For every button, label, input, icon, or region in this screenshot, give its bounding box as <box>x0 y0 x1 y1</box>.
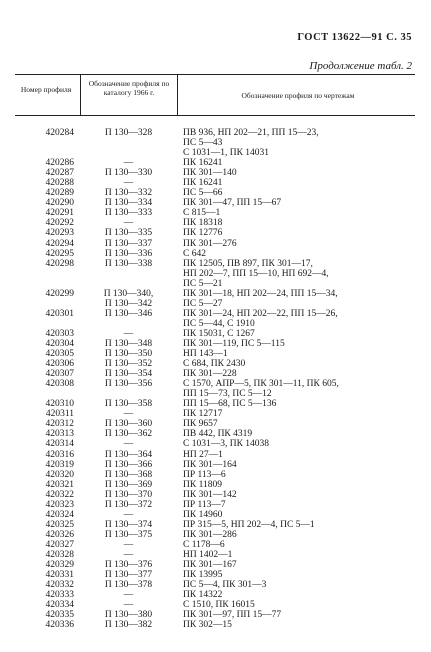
drawing-designation-line: ПК 301—18, НП 202—24, ПП 15—34, <box>183 288 338 299</box>
drawing-designation-line: ПК 12505, ПВ 897, ПК 301—17, <box>183 258 313 269</box>
profile-number-cell: 420335 <box>45 610 74 621</box>
profile-number-cell: 420291 <box>45 208 74 219</box>
table-row <box>0 490 431 500</box>
drawing-designation-cell <box>183 198 423 208</box>
table-row <box>0 228 431 238</box>
drawing-designation-line: ПВ 936, НП 202—21, ПП 15—23, <box>183 128 319 138</box>
drawing-designation-cell <box>183 470 423 480</box>
drawing-designation-line: С 1178—6 <box>183 539 225 550</box>
column-divider-1 <box>80 74 81 115</box>
drawing-designation-line: С 1570, АПР—5, ПК 301—11, ПК 605, <box>183 379 339 390</box>
drawing-designation-line: НП 143—1 <box>183 349 228 360</box>
drawing-designation-cell <box>183 500 423 510</box>
profile-number-cell: 420331 <box>45 570 74 581</box>
drawing-designation-cell <box>183 168 423 178</box>
drawing-designation-cell <box>183 128 423 148</box>
table-row <box>0 369 431 379</box>
profile-number-cell: 420287 <box>45 168 74 179</box>
catalog-designation-cell: — <box>123 549 134 560</box>
profile-number-cell: 420284 <box>45 128 74 138</box>
table-top-border <box>15 74 415 75</box>
profile-number-cell: 420316 <box>45 449 74 460</box>
table-row <box>0 249 431 259</box>
column-header-drawing-designation: Обозначение профиля по чертежам <box>241 91 355 100</box>
profile-number-cell: 420311 <box>45 409 74 420</box>
table-row <box>0 439 431 449</box>
profile-number-cell: 420304 <box>45 338 74 349</box>
drawing-designation-line: ПК 11809 <box>183 479 222 490</box>
catalog-designation-cell: П 130—356 <box>104 379 153 390</box>
table-row <box>0 610 431 620</box>
drawing-designation-line: ПК 9657 <box>183 419 218 430</box>
table-row <box>0 289 431 299</box>
catalog-designation-cell: П 130—338 <box>104 258 153 269</box>
table-continuation-label: Продолжение табл. 2 <box>309 60 412 72</box>
table-row <box>0 550 431 560</box>
drawing-designation-cell <box>183 218 423 228</box>
catalog-designation-cell: — <box>123 539 134 550</box>
table-row <box>0 450 431 460</box>
drawing-designation-line: ПС 5—43 <box>183 138 223 149</box>
table-row <box>0 540 431 550</box>
table-row <box>0 158 431 168</box>
profile-number-cell: 420308 <box>45 379 74 390</box>
profile-number-cell: 420293 <box>45 228 74 239</box>
drawing-designation-cell <box>183 570 423 580</box>
drawing-designation-line: ПК 16241 <box>183 158 223 169</box>
drawing-designation-cell <box>183 309 423 329</box>
profile-number-cell: 420322 <box>45 489 74 500</box>
table-row <box>0 339 431 349</box>
catalog-designation-cell: П 130—360 <box>104 419 153 430</box>
drawing-designation-line: ПК 13995 <box>183 570 223 581</box>
catalog-designation-cell: П 130—366 <box>104 459 153 470</box>
profile-number-cell: 420312 <box>45 419 74 430</box>
drawing-designation-cell <box>183 600 423 610</box>
profile-number-cell: 420292 <box>45 218 74 229</box>
drawing-designation-line: ПК 301—140 <box>183 168 237 179</box>
drawing-designation-cell <box>183 249 423 259</box>
catalog-designation-cell: — <box>123 600 134 611</box>
drawing-designation-cell <box>183 490 423 500</box>
profile-number-cell: 420327 <box>45 539 74 550</box>
profile-number-cell: 420289 <box>45 188 74 199</box>
catalog-designation-cell: П 130—332 <box>104 188 153 199</box>
table-row <box>0 580 431 590</box>
drawing-designation-line: ПК 16241 <box>183 178 223 189</box>
profile-number-cell: 420313 <box>45 429 74 440</box>
catalog-designation-cell: П 130—368 <box>104 469 153 480</box>
catalog-designation-cell: П 130—362 <box>104 429 153 440</box>
drawing-designation-cell <box>183 339 423 349</box>
catalog-designation-cell: П 130—377 <box>104 570 153 581</box>
drawing-designation-line: ПК 18318 <box>183 218 223 229</box>
table-row <box>0 188 431 198</box>
profile-number-cell: 420320 <box>45 469 74 480</box>
drawing-designation-line: ПК 12776 <box>183 228 223 239</box>
catalog-designation-cell: П 130—354 <box>104 369 153 380</box>
drawing-designation-cell <box>183 299 423 309</box>
drawing-designation-line: ПК 301—164 <box>183 459 237 470</box>
drawing-designation-cell <box>183 289 423 299</box>
table-row <box>0 399 431 409</box>
drawing-designation-line: ПК 301—142 <box>183 489 237 500</box>
drawing-designation-cell <box>183 550 423 560</box>
table-row <box>0 309 431 329</box>
profile-number-cell: 420294 <box>45 238 74 249</box>
drawing-designation-line: С 684, ПК 2430 <box>183 359 246 370</box>
drawing-designation-cell <box>183 419 423 429</box>
profile-number-cell: 420288 <box>45 178 74 189</box>
drawing-designation-line: НП 1402—1 <box>183 549 233 560</box>
drawing-designation-line: ПК 301—24, НП 202—22, ПП 15—26, <box>183 308 338 319</box>
catalog-designation-cell: П 130—348 <box>104 338 153 349</box>
drawing-designation-line: С 815—1 <box>183 208 221 219</box>
table-row <box>0 349 431 359</box>
drawing-designation-line: С 642 <box>183 248 206 259</box>
drawing-designation-cell <box>183 460 423 470</box>
drawing-designation-line: ПК 12717 <box>183 409 223 420</box>
drawing-designation-cell <box>183 349 423 359</box>
profile-number-cell: 420299 <box>45 288 74 299</box>
catalog-designation-cell: П 130—374 <box>104 519 153 530</box>
table-row <box>0 510 431 520</box>
catalog-designation-cell: — <box>123 178 134 189</box>
profile-number-cell: 420332 <box>45 580 74 591</box>
catalog-designation-cell: П 130—346 <box>104 308 153 319</box>
drawing-designation-cell <box>183 620 423 630</box>
table-body <box>0 128 431 630</box>
table-row <box>0 299 431 309</box>
drawing-designation-line: ПР 113—6 <box>183 469 226 480</box>
profile-number-cell: 420286 <box>45 158 74 169</box>
drawing-designation-line: ПК 301—276 <box>183 238 237 249</box>
catalog-designation-cell: П 130—358 <box>104 399 153 410</box>
catalog-designation-cell: — <box>123 590 134 601</box>
drawing-designation-cell <box>183 530 423 540</box>
profile-number-cell: 420319 <box>45 459 74 470</box>
drawing-designation-cell <box>183 399 423 409</box>
drawing-designation-cell <box>183 369 423 379</box>
drawing-designation-line: НП 202—7, ПП 15—10, НП 692—4, <box>183 268 329 279</box>
profile-number-cell: 420305 <box>45 349 74 360</box>
drawing-designation-cell <box>183 560 423 570</box>
catalog-designation-cell: П 130—378 <box>104 580 153 591</box>
table-row <box>0 379 431 399</box>
drawing-designation-cell <box>183 610 423 620</box>
table-row <box>0 600 431 610</box>
table-row <box>0 590 431 600</box>
table-header-bottom-border <box>15 115 415 116</box>
catalog-designation-cell: — <box>123 158 134 169</box>
drawing-designation-line: ПС 5—27 <box>183 298 223 309</box>
drawing-designation-cell <box>183 510 423 520</box>
drawing-designation-cell <box>183 580 423 590</box>
drawing-designation-line: ПС 5—44, С 1910 <box>183 318 255 329</box>
drawing-designation-cell <box>183 379 423 399</box>
drawing-designation-cell <box>183 329 423 339</box>
drawing-designation-line: ПК 301—167 <box>183 560 237 571</box>
drawing-designation-line: ПК 15031, С 1267 <box>183 328 255 339</box>
drawing-designation-line: ПР 113—7 <box>183 499 226 510</box>
catalog-designation-cell: — <box>123 439 134 450</box>
table-row <box>0 329 431 339</box>
drawing-designation-line: ПК 14322 <box>183 590 223 601</box>
drawing-designation-line: ПВ 442, ПК 4319 <box>183 429 253 440</box>
drawing-designation-line: ПП 15—73, ПС 5—12 <box>183 389 272 400</box>
table-row <box>0 480 431 490</box>
drawing-designation-cell <box>183 450 423 460</box>
table-row <box>0 168 431 178</box>
drawing-designation-cell <box>183 158 423 168</box>
table-row <box>0 500 431 510</box>
drawing-designation-line: ПК 301—47, ПП 15—67 <box>183 198 282 209</box>
drawing-designation-cell <box>183 540 423 550</box>
catalog-designation-cell: П 130—382 <box>104 620 153 631</box>
drawing-designation-cell <box>183 208 423 218</box>
table-row <box>0 560 431 570</box>
profile-number-cell: 420329 <box>45 560 74 571</box>
catalog-designation-cell: П 130—333 <box>104 208 153 219</box>
page-header: ГОСТ 13622—91 С. 35 <box>297 32 412 43</box>
drawing-designation-line: С 1031—1, ПК 14031 <box>183 148 270 159</box>
table-row <box>0 520 431 530</box>
table-row <box>0 148 431 158</box>
catalog-designation-cell: — <box>123 218 134 229</box>
drawing-designation-line: ПК 301—286 <box>183 529 237 540</box>
table-row <box>0 570 431 580</box>
catalog-designation-cell: — <box>123 409 134 420</box>
table-row <box>0 470 431 480</box>
profile-number-cell: 420301 <box>45 308 74 319</box>
table-row <box>0 239 431 249</box>
drawing-designation-cell <box>183 439 423 449</box>
column-header-profile-number: Номер профиля <box>20 85 72 94</box>
table-row <box>0 429 431 439</box>
column-header-catalog-designation: Обозначение профиля по каталогу 1966 г. <box>88 79 170 97</box>
catalog-designation-cell: П 130—372 <box>104 499 153 510</box>
table-row <box>0 419 431 429</box>
drawing-designation-cell <box>183 148 423 158</box>
catalog-designation-cell: П 130—336 <box>104 248 153 259</box>
profile-number-cell: 420328 <box>45 549 74 560</box>
table-row <box>0 128 431 148</box>
profile-number-cell: 420307 <box>45 369 74 380</box>
catalog-designation-cell: П 130—376 <box>104 560 153 571</box>
drawing-designation-line: ПК 301—119, ПС 5—115 <box>183 338 285 349</box>
drawing-designation-line: ПС 5—66 <box>183 188 223 199</box>
drawing-designation-line: НП 27—1 <box>183 449 223 460</box>
drawing-designation-line: ПК 14960 <box>183 509 223 520</box>
drawing-designation-cell <box>183 259 423 289</box>
profile-number-cell: 420325 <box>45 519 74 530</box>
table-row <box>0 198 431 208</box>
drawing-designation-cell <box>183 409 423 419</box>
table-row <box>0 530 431 540</box>
drawing-designation-cell <box>183 188 423 198</box>
drawing-designation-line: ПК 302—15 <box>183 620 232 631</box>
profile-number-cell: 420295 <box>45 248 74 259</box>
catalog-designation-cell: П 130—340, <box>103 288 154 299</box>
table-row <box>0 178 431 188</box>
profile-number-cell: 420298 <box>45 258 74 269</box>
drawing-designation-cell <box>183 520 423 530</box>
profile-number-cell: 420324 <box>45 509 74 520</box>
table-row <box>0 620 431 630</box>
catalog-designation-cell: П 130—350 <box>104 349 153 360</box>
table-row <box>0 359 431 369</box>
drawing-designation-cell <box>183 480 423 490</box>
drawing-designation-cell <box>183 239 423 249</box>
catalog-designation-cell: П 130—335 <box>104 228 153 239</box>
profile-number-cell: 420326 <box>45 529 74 540</box>
table-row <box>0 460 431 470</box>
profile-number-cell: 420323 <box>45 499 74 510</box>
profile-number-cell: 420303 <box>45 328 74 339</box>
drawing-designation-line: ПР 315—5, НП 202—4, ПС 5—1 <box>183 519 315 530</box>
drawing-designation-line: ПС 5—21 <box>183 278 223 289</box>
catalog-designation-cell: П 130—370 <box>104 489 153 500</box>
drawing-designation-line: ПК 301—228 <box>183 369 237 380</box>
profile-number-cell: 420336 <box>45 620 74 631</box>
catalog-designation-cell: П 130—330 <box>104 168 153 179</box>
profile-number-cell: 420290 <box>45 198 74 209</box>
drawing-designation-line: ПС 5—4, ПК 301—3 <box>183 580 267 591</box>
table-row <box>0 208 431 218</box>
drawing-designation-cell <box>183 590 423 600</box>
profile-number-cell: 420314 <box>45 439 74 450</box>
catalog-designation-cell: П 130—342 <box>104 298 153 309</box>
catalog-designation-cell: П 130—334 <box>104 198 153 209</box>
drawing-designation-cell <box>183 178 423 188</box>
catalog-designation-cell: П 130—352 <box>104 359 153 370</box>
profile-number-cell: 420321 <box>45 479 74 490</box>
catalog-designation-cell: П 130—369 <box>104 479 153 490</box>
drawing-designation-cell <box>183 228 423 238</box>
catalog-designation-cell: — <box>123 509 134 520</box>
drawing-designation-line: С 1031—3, ПК 14038 <box>183 439 270 450</box>
column-divider-2 <box>177 74 178 115</box>
drawing-designation-line: ПП 15—68, ПС 5—136 <box>183 399 277 410</box>
table-row <box>0 218 431 228</box>
table-row <box>0 409 431 419</box>
profile-number-cell: 420334 <box>45 600 74 611</box>
catalog-designation-cell: П 130—380 <box>104 610 153 621</box>
catalog-designation-cell: П 130—364 <box>104 449 153 460</box>
profile-number-cell: 420333 <box>45 590 74 601</box>
drawing-designation-cell <box>183 429 423 439</box>
catalog-designation-cell: П 130—375 <box>104 529 153 540</box>
profile-number-cell: 420306 <box>45 359 74 370</box>
drawing-designation-line: С 1510, ПК 16015 <box>183 600 255 611</box>
drawing-designation-cell <box>183 359 423 369</box>
profile-number-cell: 420310 <box>45 399 74 410</box>
table-row <box>0 259 431 289</box>
catalog-designation-cell: П 130—337 <box>104 238 153 249</box>
catalog-designation-cell: — <box>123 328 134 339</box>
drawing-designation-line: ПК 301—97, ПП 15—77 <box>183 610 282 621</box>
catalog-designation-cell: П 130—328 <box>104 128 153 138</box>
